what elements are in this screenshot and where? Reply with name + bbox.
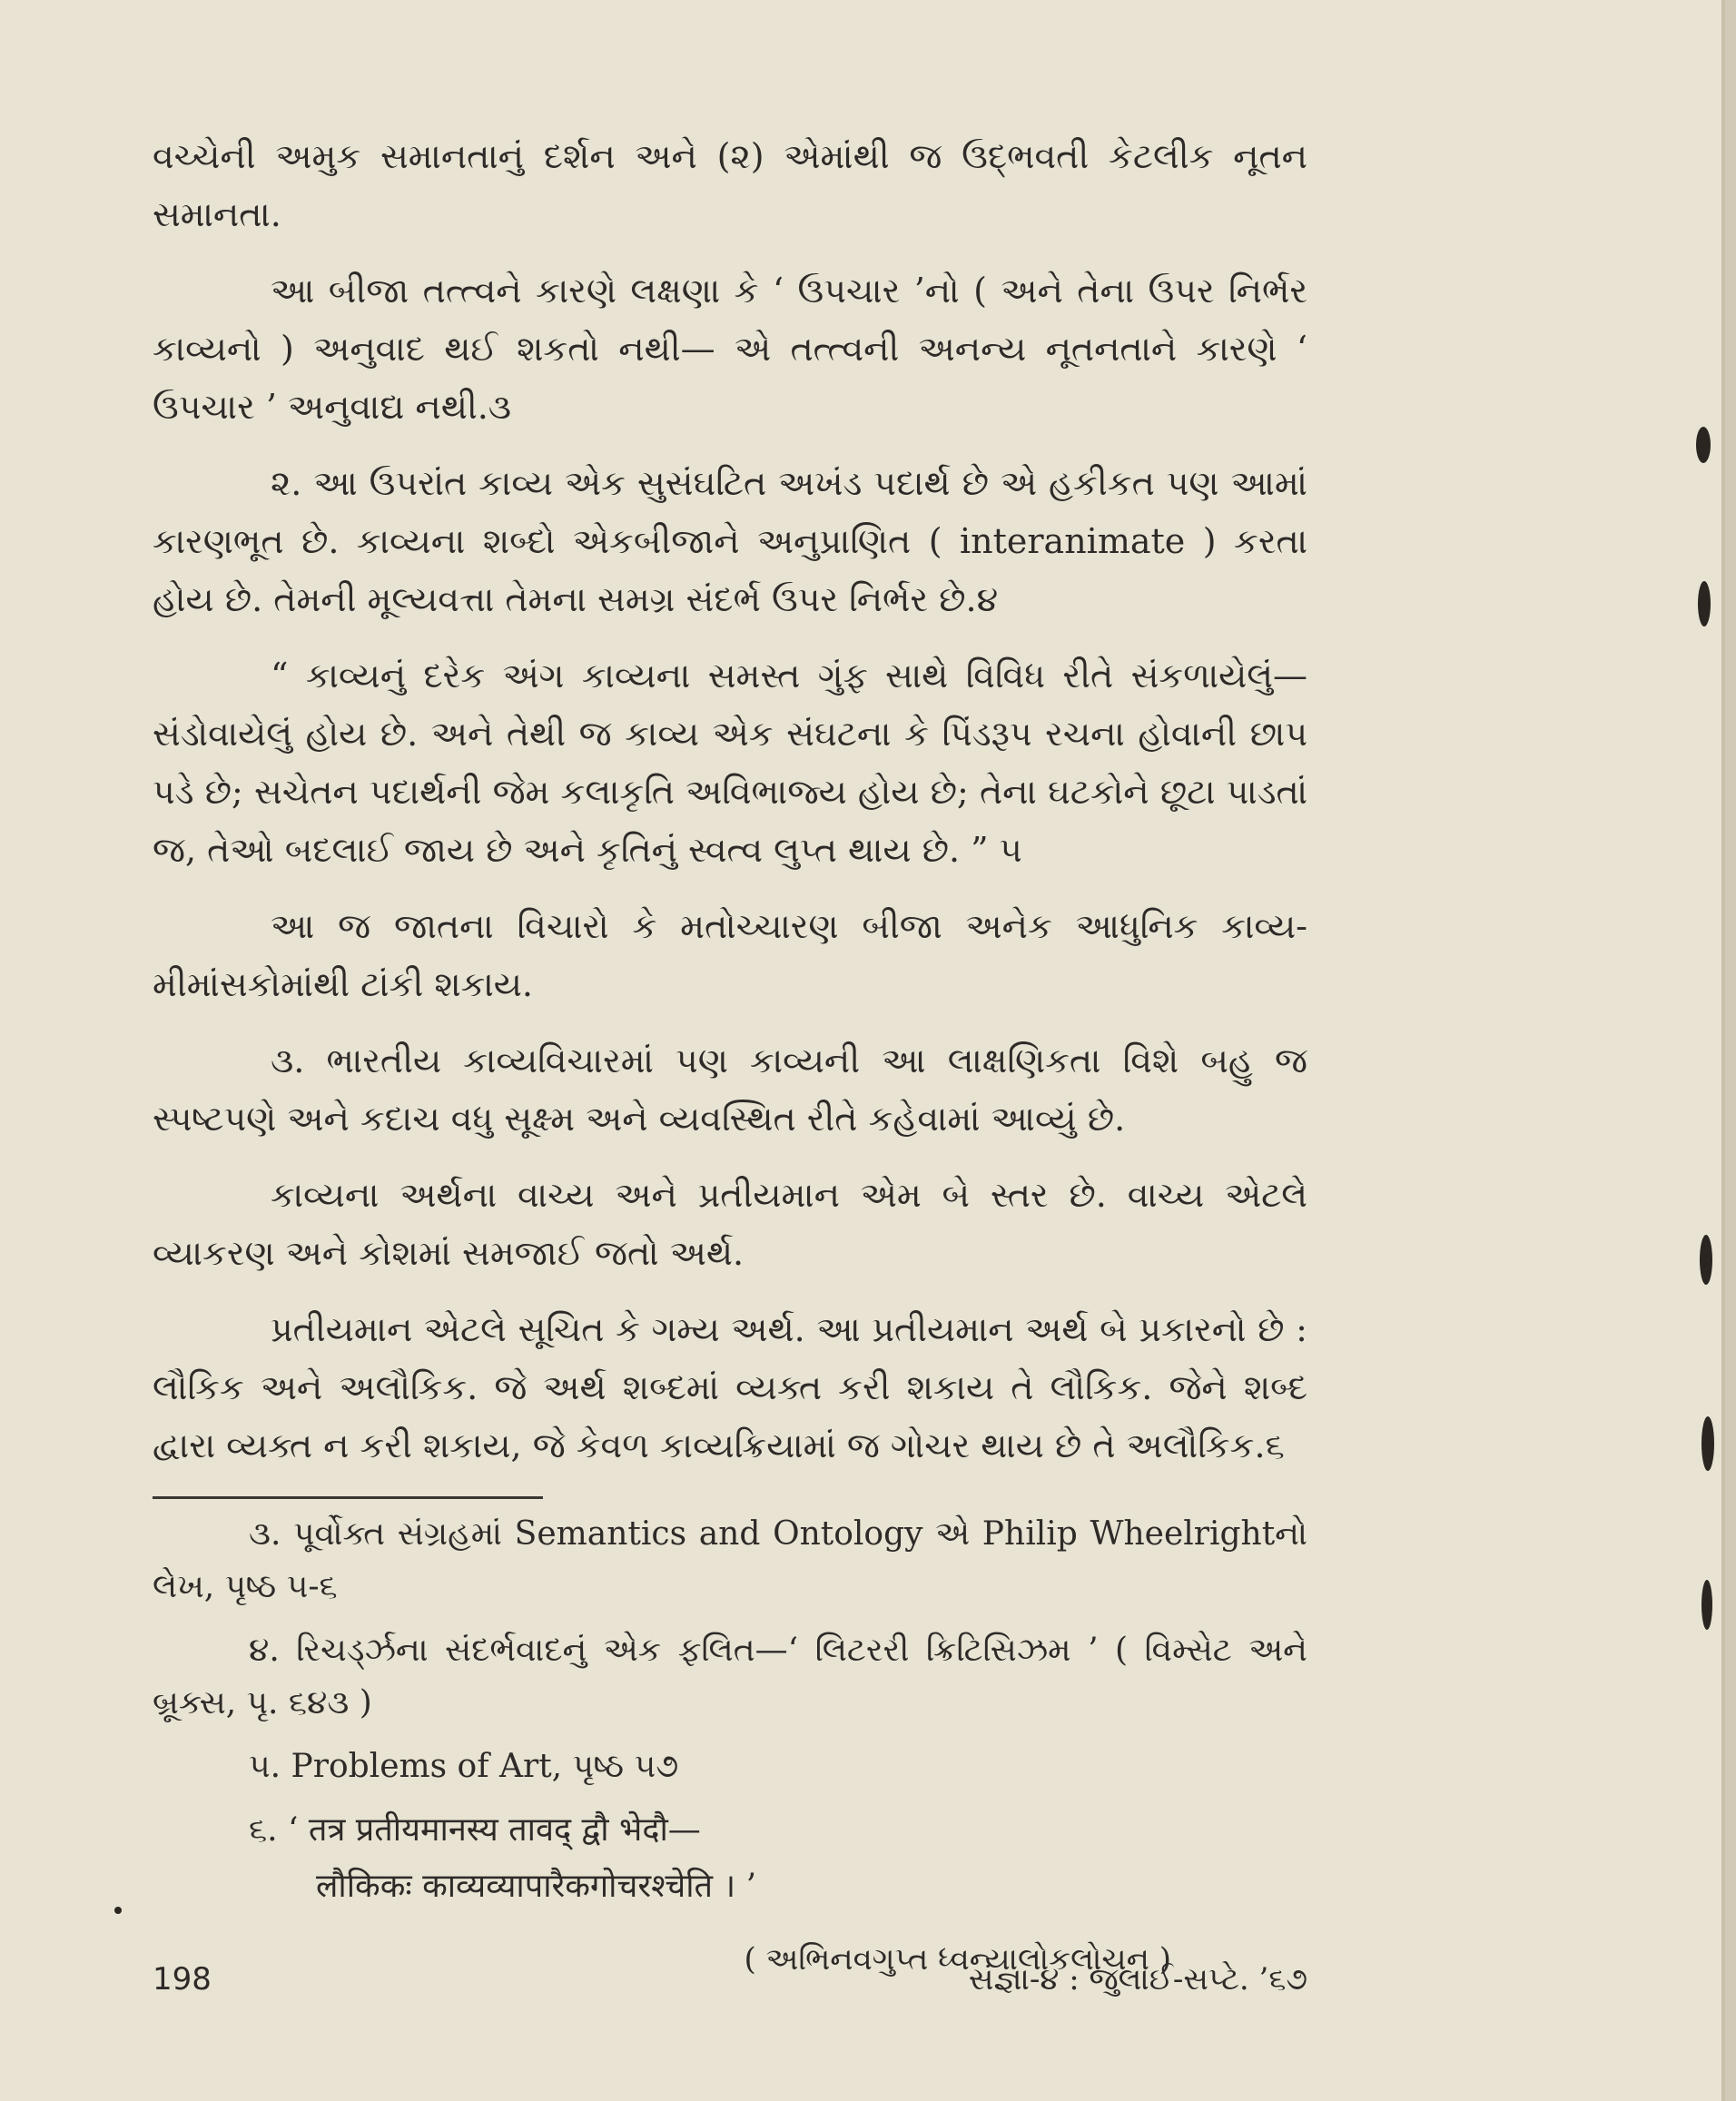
paragraph-6: ૩. ભારતીય કાવ્યવિચારમાં પણ કાવ્યની આ લાક્ષણિકતા વિશે બહુ જ સ્પષ્ટપણે અને કદાચ વધુ સૂક્ષ્મ અને વ્યવસ્થિત રીતે કહેવામાં આવ્યું છે. — [153, 1041, 1307, 1139]
running-head: સંજ્ઞા-૪ : જુલાઈ-સપ્ટે. ’૬૭ — [968, 1961, 1307, 1997]
page-content — [153, 127, 1307, 1986]
paragraph-3: ૨. આ ઉપરાંત કાવ્ય એક સુસંઘટિત અખંડ પદાર્થ છે એ હકીકત પણ આમાં કારણભૂત છે. કાવ્યના શબ્દો એકબીજાને અનુપ્રાણિત ( interanimate ) કરતા હોય છે. તેમની મૂલ્યવત્તા તેમના સમગ્ર સંદર્ભ ઉપર નિર્ભર છે.૪ — [153, 463, 1307, 619]
scan-mark — [1701, 1580, 1712, 1630]
page-number: 198 — [153, 1961, 212, 1997]
paragraph-7: કાવ્યના અર્થના વાચ્ય અને પ્રતીયમાન એમ બે સ્તર છે. વાચ્ય એટલે વ્યાકરણ અને કોશમાં સમજાઈ જતો અર્થ. — [153, 1175, 1307, 1273]
scan-mark — [114, 1907, 122, 1914]
footnote-3: ૩. પૂર્વોક્ત સંગ્રહમાં Semantics and Ontology એ Philip Wheelrightનો લેખ, પૃષ્ઠ ૫-૬ — [153, 1515, 1307, 1605]
scan-mark — [1696, 427, 1711, 463]
paragraph-2: આ બીજા તત્ત્વને કારણે લક્ષણા કે ‘ ઉપચાર ’નો ( અને તેના ઉપર નિર્ભર કાવ્યનો ) અનુવાદ થઈ શકતો નથી— એ તત્ત્વની અનન્ય નૂતનતાને કારણે ‘ ઉપચાર ’ અનુવાદ્ય નથી.૩ — [153, 271, 1307, 427]
footnote-6-line2: लौकिकः काव्यव्यापारैकगोचरश्चेति । ’ — [316, 1868, 757, 1905]
footnote-divider — [153, 1496, 543, 1499]
paragraph-5: આ જ જાતના વિચારો કે મતોચ્ચારણ બીજા અનેક આધુનિક કાવ્ય-મીમાંસકોમાંથી ટાંકી શકાય. — [153, 906, 1307, 1004]
footnote-4: ૪. રિચર્ડ્ઝના સંદર્ભવાદનું એક ફલિત—‘ લિટરરી ક્રિટિસિઝમ ’ ( વિમ્સેટ અને બ્રૂક્સ, પૃ. ૬૪૩ ) — [153, 1632, 1307, 1721]
scan-mark — [1700, 1235, 1712, 1285]
footnote-6-line1: ૬. ‘ तत्र प्रतीयमानस्य तावद् द्वौ भेदौ— — [249, 1811, 701, 1849]
scan-mark — [1698, 581, 1711, 626]
page-edge — [1725, 0, 1736, 2101]
paragraph-1: વચ્ચેની અમુક સમાનતાનું દર્શન અને (૨) એમાંથી જ ઉદ્ભવતી કેટલીક નૂતન સમાનતા. — [153, 136, 1307, 234]
footnote-5: ૫. Problems of Art, પૃષ્ઠ ૫૭ — [249, 1748, 679, 1785]
scan-mark — [1701, 1416, 1714, 1471]
paragraph-4-quote: “ કાવ્યનું દરેક અંગ કાવ્યના સમસ્ત ગુંફ સાથે વિવિધ રીતે સંકળાયેલું— સંડોવાયેલું હોય છે. અને તેથી જ કાવ્ય એક સંઘટના કે પિંડરૂપ રચના હોવાની છાપ પડે છે; સચેતન પદાર્થની જેમ કલાકૃતિ અવિભાજ્ય હોય છે; તેના ઘટકોને છૂટા પાડતાં જ, તેઓ બદલાઈ જાય છે અને કૃતિનું સ્વત્વ લુપ્ત થાય છે. ” ૫ — [153, 656, 1307, 870]
footnote-6-source: ( અભિનવગુપ્ત ધ્વન્યાલોકલોચન ) — [744, 1941, 1171, 1978]
paragraph-8: પ્રતીયમાન એટલે સૂચિત કે ગમ્ય અર્થ. આ પ્રતીયમાન અર્થ બે પ્રકારનો છે : લૌકિક અને અલૌકિક. જે અર્થ શબ્દમાં વ્યક્ત કરી શકાય તે લૌકિક. જેને શબ્દ દ્વારા વ્યક્ત ન કરી શકાય, જે કેવળ કાવ્યક્રિયામાં જ ગોચર થાય છે તે અલૌકિક.૬ — [153, 1309, 1307, 1465]
